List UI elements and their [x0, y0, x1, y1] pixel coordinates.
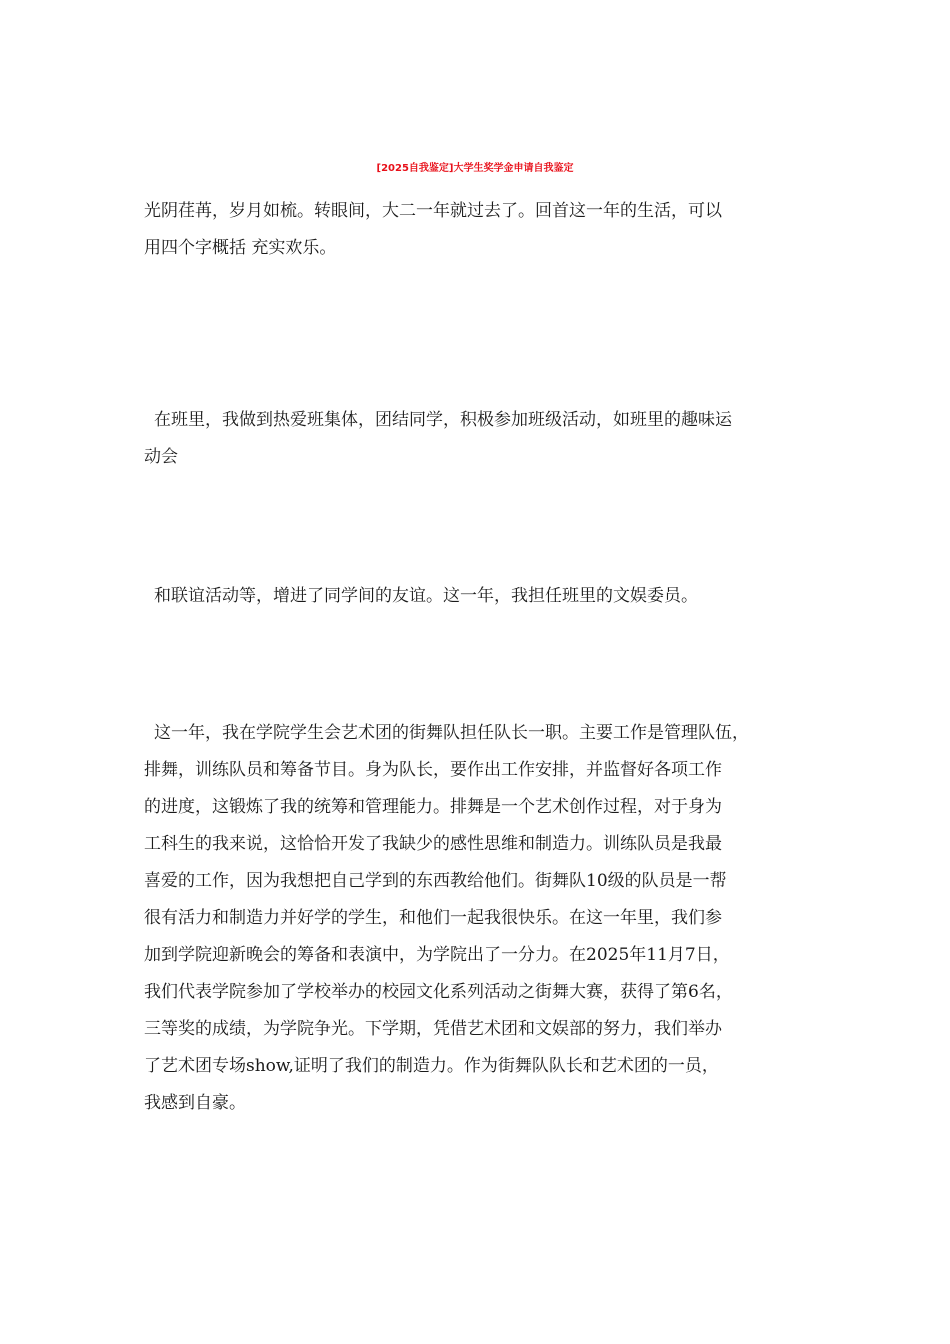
paragraph-4-line-7: 加到学院迎新晚会的筹备和表演中，为学院出了一分力。在2025年11月7日，	[144, 945, 730, 965]
paragraph-3-line-1: 和联谊活动等，增进了同学间的友谊。这一年，我担任班里的文娱委员。	[154, 586, 698, 606]
paragraph-4-line-11: 我感到自豪。	[144, 1093, 246, 1113]
paragraph-4-line-8: 我们代表学院参加了学校举办的校园文化系列活动之街舞大赛，获得了第6名，	[144, 982, 733, 1002]
paragraph-4-line-5: 喜爱的工作，因为我想把自己学到的东西教给他们。街舞队10级的队员是一帮	[144, 871, 727, 891]
paragraph-2-line-2: 动会	[144, 447, 178, 467]
paragraph-4-line-3: 的进度，这锻炼了我的统筹和管理能力。排舞是一个艺术创作过程，对于身为	[144, 797, 722, 817]
paragraph-1-line-2: 用四个字概括 充实欢乐。	[144, 238, 337, 258]
paragraph-4-line-2: 排舞，训练队员和筹备节目。身为队长，要作出工作安排，并监督好各项工作	[144, 760, 722, 780]
paragraph-4-line-10: 了艺术团专场show,证明了我们的制造力。作为街舞队队长和艺术团的一员，	[144, 1056, 719, 1076]
paragraph-4-line-1: 这一年，我在学院学生会艺术团的街舞队担任队长一职。主要工作是管理队伍，	[154, 723, 749, 743]
paragraph-4-line-4: 工科生的我来说，这恰恰开发了我缺少的感性思维和制造力。训练队员是我最	[144, 834, 722, 854]
document-title: [2025自我鉴定]大学生奖学金申请自我鉴定	[376, 163, 574, 174]
paragraph-4-line-9: 三等奖的成绩，为学院争光。下学期，凭借艺术团和文娱部的努力，我们举办	[144, 1019, 722, 1039]
paragraph-1-line-1: 光阴荏苒，岁月如梳。转眼间，大二一年就过去了。回首这一年的生活，可以	[144, 201, 722, 221]
paragraph-2-line-1: 在班里，我做到热爱班集体，团结同学，积极参加班级活动，如班里的趣味运	[154, 410, 732, 430]
paragraph-4-line-6: 很有活力和制造力并好学的学生，和他们一起我很快乐。在这一年里，我们参	[144, 908, 722, 928]
